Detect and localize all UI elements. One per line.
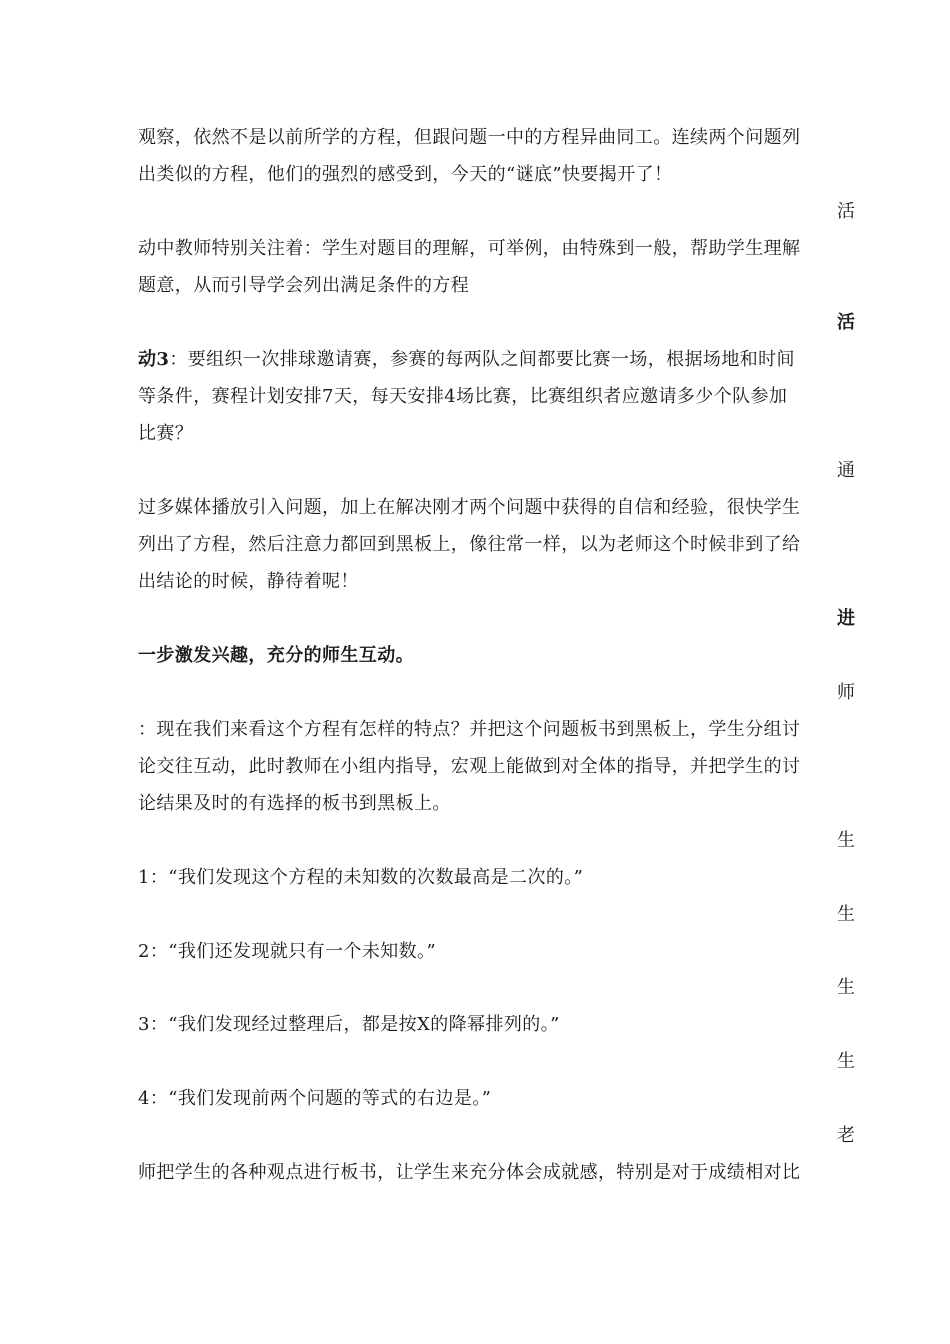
paragraph-4-line-2: 列出了方程，然后注意力都回到黑板上，像往常一样，以为老师这个时候非到了给 bbox=[138, 534, 801, 555]
paragraph-7-lead: 老 bbox=[837, 1125, 855, 1146]
activity-label: 动3 bbox=[138, 349, 170, 370]
paragraph-2-line-1: 动中教师特别关注着：学生对题目的理解，可举例，由特殊到一般，帮助学生理解 bbox=[138, 238, 801, 259]
student-1-line: 1：“我们发现这个方程的未知数的次数最高是二次的。” bbox=[138, 867, 584, 888]
paragraph-6-line-3: 论结果及时的有选择的板书到黑板上。 bbox=[138, 793, 451, 814]
student-3-lead: 生 bbox=[837, 977, 855, 998]
paragraph-5-lead: 进 bbox=[837, 608, 855, 629]
student-2-lead: 生 bbox=[837, 904, 855, 925]
paragraph-7-line-1: 师把学生的各种观点进行板书，让学生来充分体会成就感，特别是对于成绩相对比 bbox=[138, 1162, 801, 1183]
paragraph-3-lead: 活 bbox=[837, 312, 855, 333]
paragraph-2-line-2: 题意，从而引导学会列出满足条件的方程 bbox=[138, 275, 470, 296]
paragraph-6-line-1: ：现在我们来看这个方程有怎样的特点？并把这个问题板书到黑板上，学生分组讨 bbox=[138, 719, 801, 740]
student-4-line: 4：“我们发现前两个问题的等式的右边是。” bbox=[138, 1088, 492, 1109]
paragraph-4-line-3: 出结论的时候，静待着呢！ bbox=[138, 571, 359, 592]
paragraph-3-line-1 bbox=[138, 348, 795, 372]
paragraph-1-line-1: 观察，依然不是以前所学的方程，但跟问题一中的方程异曲同工。连续两个问题列 bbox=[138, 127, 801, 148]
student-1-lead: 生 bbox=[837, 830, 855, 851]
student-3-line: 3：“我们发现经过整理后，都是按X的降幂排列的。” bbox=[138, 1014, 560, 1035]
paragraph-2-lead: 活 bbox=[837, 201, 855, 222]
paragraph-3-line-3: 比赛？ bbox=[138, 423, 194, 444]
activity-text: ：要组织一次排球邀请赛，参赛的每两队之间都要比赛一场，根据场地和时间 bbox=[169, 349, 795, 370]
student-4-lead: 生 bbox=[837, 1051, 855, 1072]
paragraph-6-line-2: 论交往互动，此时教师在小组内指导，宏观上能做到对全体的指导，并把学生的讨 bbox=[138, 756, 801, 777]
paragraph-4-line-1: 过多媒体播放引入问题，加上在解决刚才两个问题中获得的自信和经验，很快学生 bbox=[138, 497, 801, 518]
paragraph-4-lead: 通 bbox=[837, 460, 855, 481]
paragraph-6-lead: 师 bbox=[837, 682, 855, 703]
paragraph-1-line-2: 出类似的方程，他们的强烈的感受到，今天的“谜底”快要揭开了！ bbox=[138, 164, 673, 185]
student-2-line: 2：“我们还发现就只有一个未知数。” bbox=[138, 941, 437, 962]
paragraph-3-line-2: 等条件，赛程计划安排7天，每天安排4场比赛，比赛组织者应邀请多少个队参加 bbox=[138, 386, 788, 407]
paragraph-5-line-1: 一步激发兴趣，充分的师生互动。 bbox=[138, 645, 414, 666]
